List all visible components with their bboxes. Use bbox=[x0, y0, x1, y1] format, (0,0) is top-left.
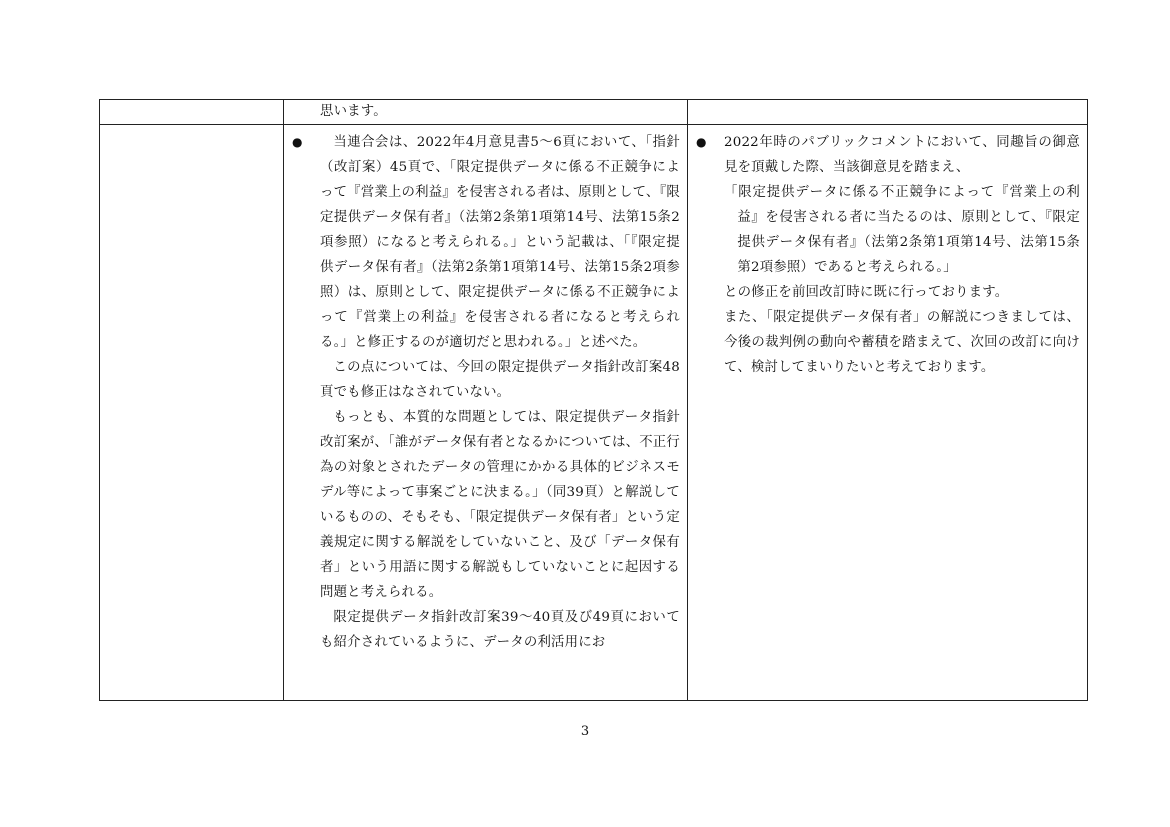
comment-paragraph: もっとも、本質的な問題としては、限定提供データ指針改訂案が、「誰がデータ保有者となるかについては、不正行為の対象とされたデータの管理にかかる具体的ビジネスモデル等によって事案ごとに決まる。」（同39頁）と解説しているものの、そもそも、「限定提供データ保有者」という定義規定に関する解説をしていないこと、及び「データ保有者」という用語に関する解説もしていないことに起因する問題と考えられる。 bbox=[320, 410, 680, 600]
bullet-icon: ● bbox=[292, 135, 303, 149]
table-row bbox=[100, 100, 1088, 125]
response-after-quote: との修正を前回改訂時に既に行っております。 bbox=[724, 285, 1009, 300]
comment-cell bbox=[284, 125, 688, 701]
table-row bbox=[100, 125, 1088, 701]
response-closing: また、「限定提供データ保有者」の解説につきましては、今後の裁判例の動向や蓄積を踏まえて、次回の改訂に向けて、検討してまいりたいと考えております。 bbox=[724, 310, 1080, 375]
comment-cell-continued bbox=[284, 100, 688, 125]
item-cell-empty bbox=[100, 125, 284, 701]
page-number: 3 bbox=[580, 724, 590, 739]
response-cell bbox=[688, 125, 1088, 701]
response-content bbox=[688, 125, 1087, 380]
continuation-text: 思います。 bbox=[320, 104, 387, 119]
comment-paragraph: この点については、今回の限定提供データ指針改訂案48頁でも修正はなされていない。 bbox=[320, 360, 680, 400]
comment-paragraph: 当連合会は、2022年4月意見書5〜6頁において、「指針（改訂案）45頁で、「限定提供データに係る不正競争によって『営業上の利益』を侵害される者は、原則として、『限定提供データ保有者』（法第2条第1項第14号、法第15条2項参照）になると考えられる。」という記載は、「『限定提供データ保有者』（法第2条第1項第14号、法第15条2項参照）は、原則として、限定提供データに係る不正競争によって『営業上の利益』を侵害される者になると考えられる。」と修正するのが適切だと思われる。」と述べた。 bbox=[320, 135, 680, 350]
comment-content bbox=[284, 125, 687, 655]
response-cell-empty bbox=[688, 100, 1088, 125]
response-intro: 2022年時のパブリックコメントにおいて、同趣旨の御意見を頂戴した際、当該御意見を踏まえ、 bbox=[724, 135, 1080, 175]
response-quote: 「限定提供データに係る不正競争によって『営業上の利益』を侵害される者に当たるのは、原則として、『限定提供データ保有者』（法第2条第1項第14号、法第15条第2項参照）であると考えられる。」 bbox=[724, 185, 1080, 275]
comment-paragraph: 限定提供データ指針改訂案39〜40頁及び49頁においても紹介されているように、データの利活用にお bbox=[320, 610, 680, 650]
bullet-icon: ● bbox=[696, 135, 707, 149]
comment-response-table bbox=[99, 99, 1088, 701]
item-cell-empty bbox=[100, 100, 284, 125]
